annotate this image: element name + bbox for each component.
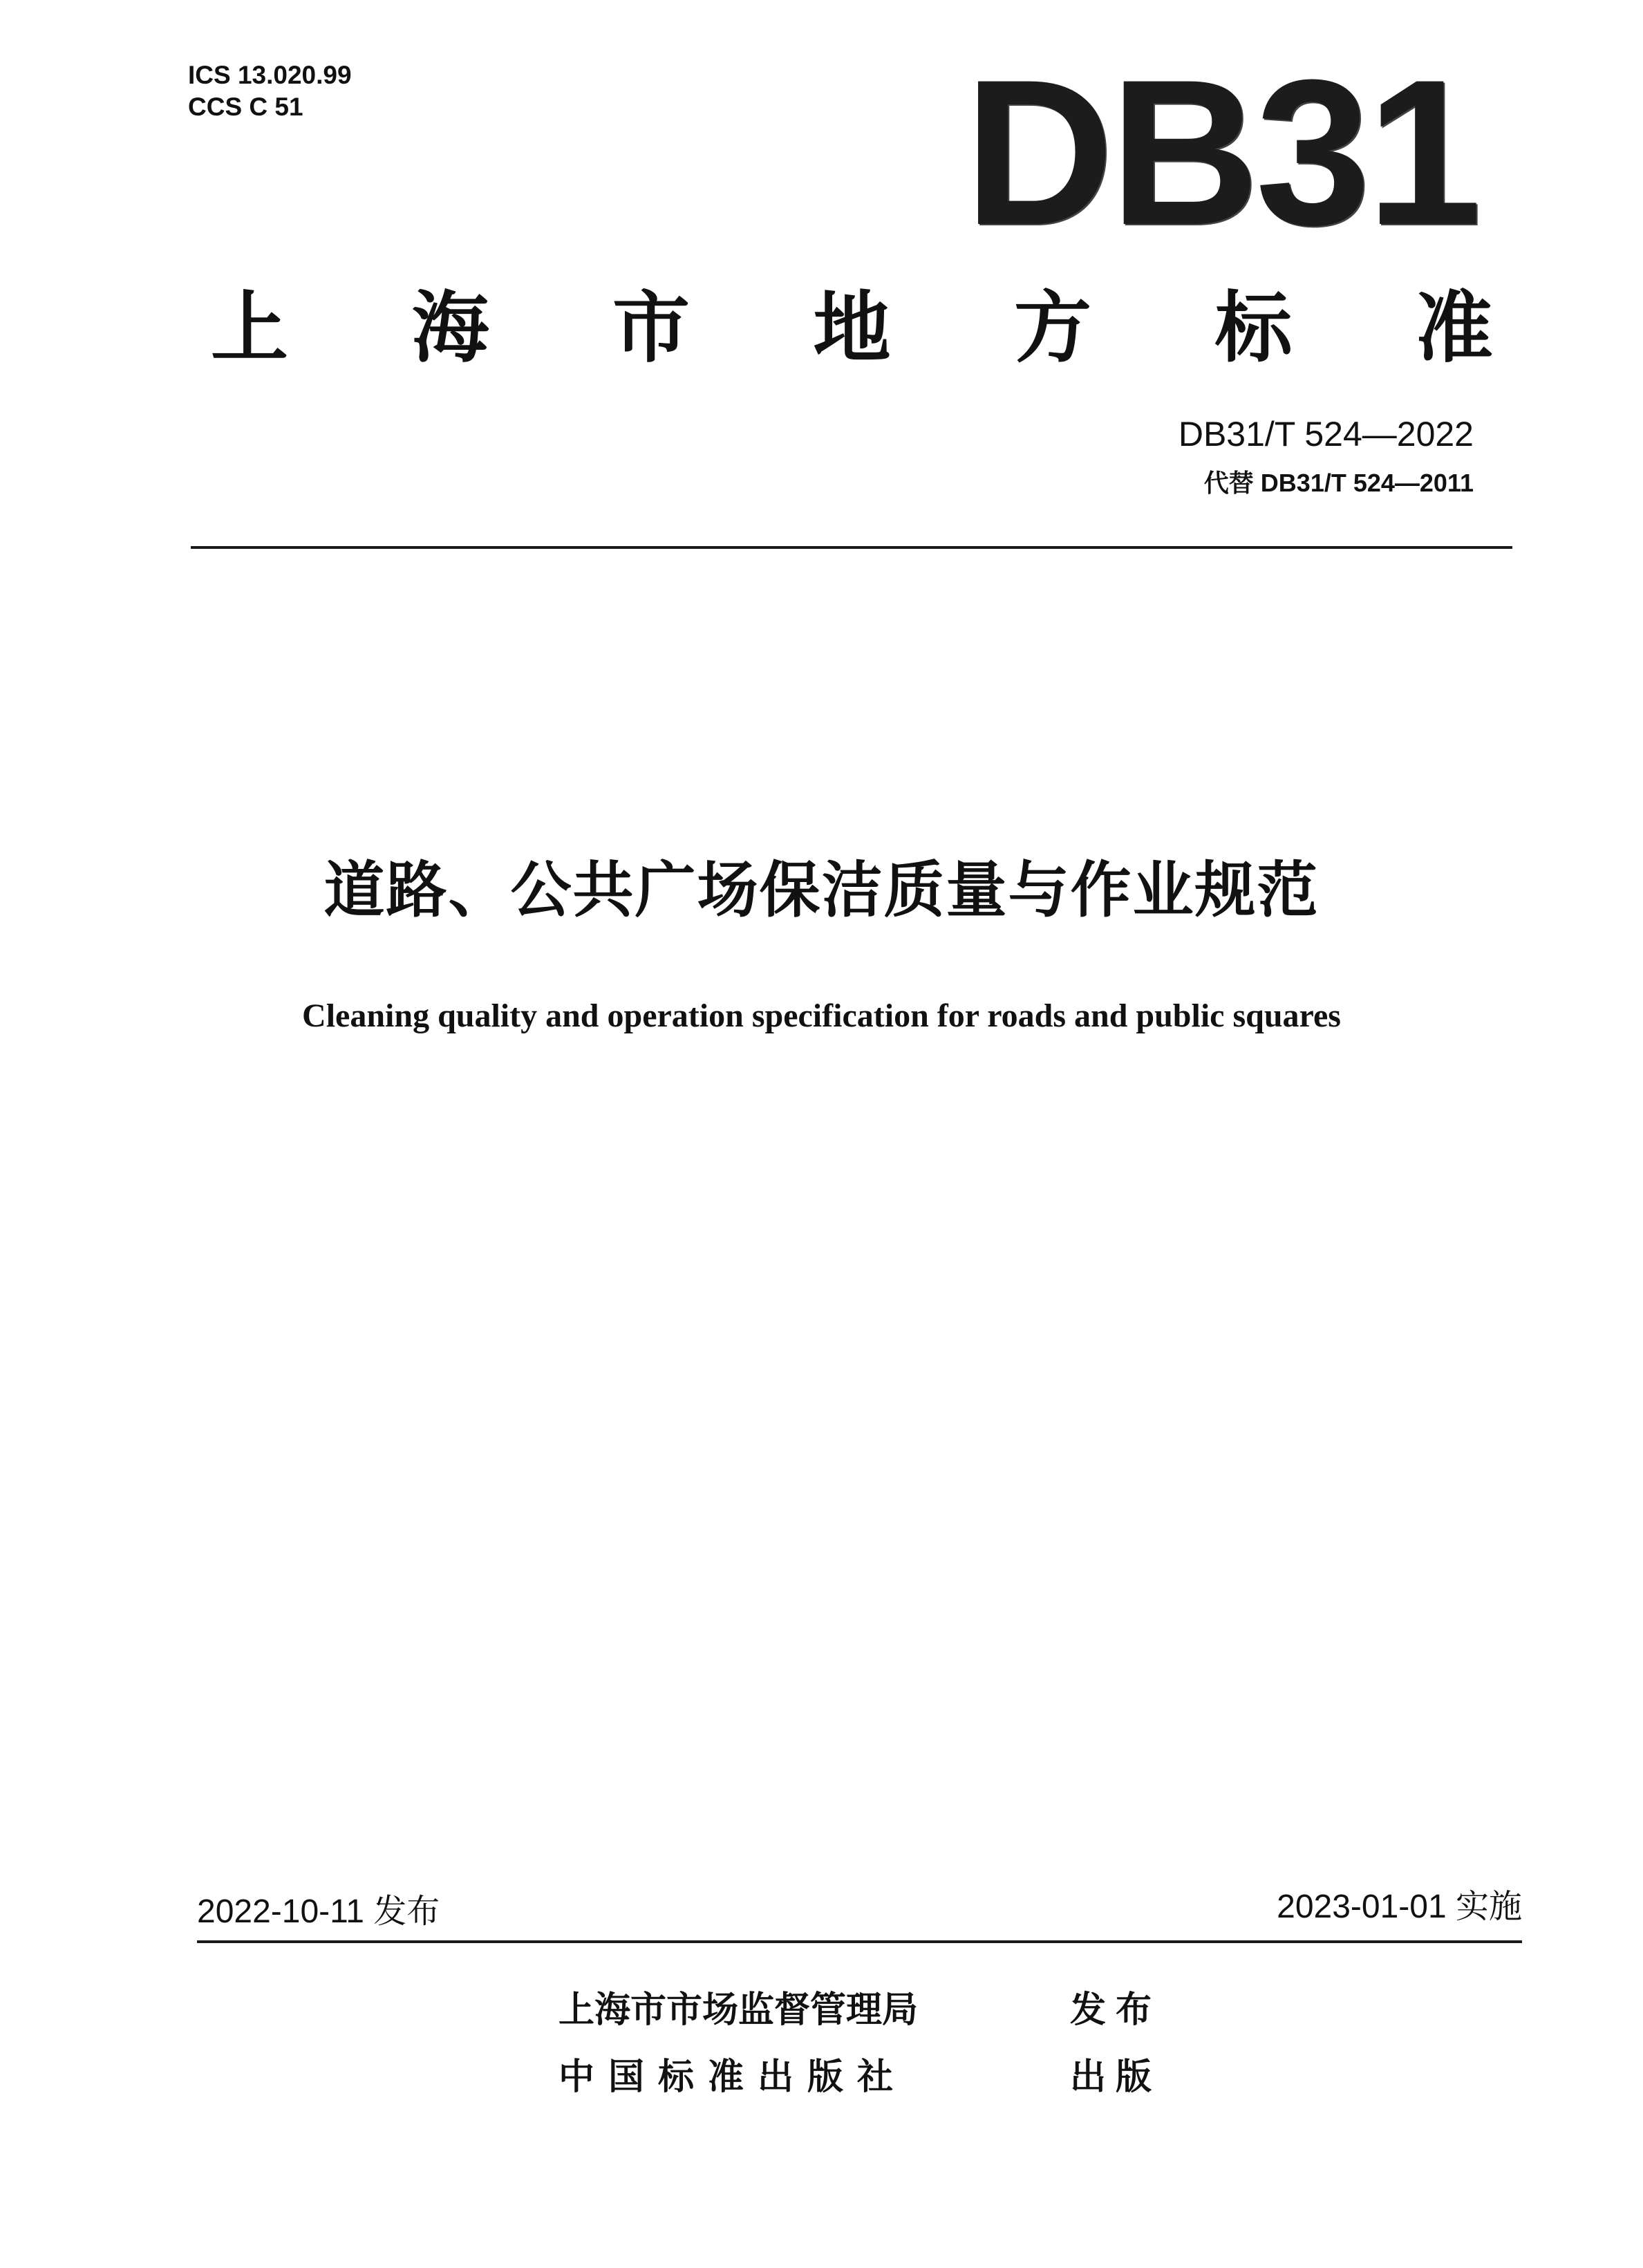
standard-type-char: 地 — [813, 283, 891, 373]
issue-date: 2022-10-11 发布 — [197, 1893, 440, 1930]
publisher-role: 发布 — [1070, 1989, 1162, 2031]
standard-type-char: 市 — [612, 283, 690, 373]
publisher-name: 上海市市场监督管理局 — [558, 1989, 919, 2031]
document-title-english: Cleaning quality and operation specification for roads and public squares — [302, 997, 1341, 1034]
standard-type-char: 准 — [1416, 283, 1493, 373]
standard-number: DB31/T 524—2022 — [1178, 415, 1474, 453]
standard-type-char: 海 — [411, 283, 489, 373]
ccs-code: CCS C 51 — [188, 93, 303, 121]
db31-logo: DB31 — [964, 36, 1478, 268]
standard-type-heading — [211, 280, 1493, 377]
ics-code: ICS 13.020.99 — [188, 61, 352, 89]
bottom-divider — [197, 1940, 1522, 1943]
publisher-name: 中国标准出版社 — [558, 2056, 908, 2098]
document-title-chinese: 道路、公共广场保洁质量与作业规范 — [323, 854, 1320, 926]
standard-type-char: 标 — [1214, 283, 1293, 373]
top-divider — [191, 546, 1512, 549]
classification-codes — [188, 59, 352, 123]
replaces-standard: 代替 DB31/T 524—2011 — [1203, 469, 1474, 497]
standard-type-char: 上 — [211, 283, 288, 373]
publisher-role: 出版 — [1070, 2056, 1162, 2098]
implementation-date: 2023-01-01 实施 — [1277, 1889, 1522, 1925]
standard-type-char: 方 — [1014, 283, 1091, 373]
